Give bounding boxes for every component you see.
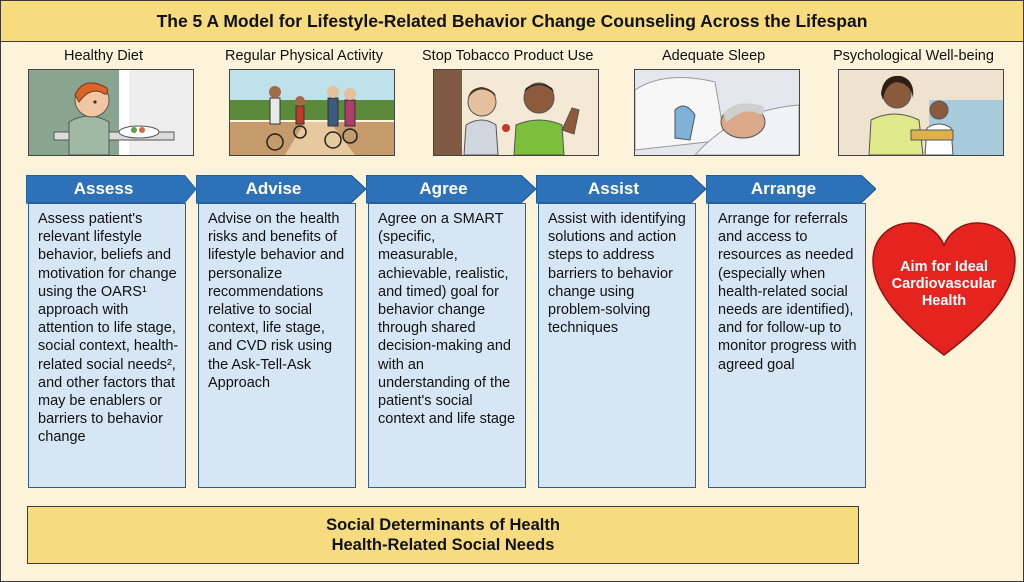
topic-label-physical-activity: Regular Physical Activity (225, 48, 383, 64)
step-card-advise (196, 175, 366, 490)
step-card-arrange (706, 175, 876, 490)
social-line2: Health-Related Social Needs (331, 536, 555, 554)
social-determinants-banner (27, 506, 859, 564)
step-body-agree: Agree on a SMART (specific, measurable, achievable, realistic, and timed) goal for behavior change through shared decision-making and with an understanding of the patient's social context and life stage (368, 203, 526, 488)
step-title-advise: Advise (245, 179, 302, 198)
step-body-assess: Assess patient's relevant lifestyle behavior, beliefs and motivation for change using the OARS¹ approach with attention to life stage, social context, health-related social needs², and other factors that may be enablers or barriers to behavior change (28, 203, 186, 488)
child-eating-icon (28, 69, 194, 156)
refusing-cigarette-icon (433, 69, 599, 156)
step-body-advise: Advise on the health risks and benefits of lifestyle behavior and personalize recommendations relative to social context, life stage, and CVD risk using the Ask-Tell-Ask Approach (198, 203, 356, 488)
step-body-assist: Assist with identifying solutions and action steps to address barriers to behavior change using problem-solving techniques (538, 203, 696, 488)
heart-label-line1: Aim for Ideal (900, 259, 988, 275)
topic-label-tobacco: Stop Tobacco Product Use (422, 48, 594, 64)
heart-label-line3: Health (921, 293, 967, 309)
step-title-assess: Assess (73, 179, 134, 198)
family-cycling-icon (229, 69, 395, 156)
step-body-arrange: Arrange for referrals and access to resources as needed (especially when health-related social needs are identified), and for follow-up to monitor progress with agreed goal (708, 203, 866, 488)
step-card-assess (26, 175, 196, 490)
step-card-assist (536, 175, 706, 490)
topic-label-healthy-diet: Healthy Diet (64, 48, 143, 64)
heart-label (869, 259, 1019, 310)
social-line1: Social Determinants of Health (326, 516, 560, 534)
sleeping-person-icon (634, 69, 800, 156)
step-title-assist: Assist (587, 179, 640, 198)
step-card-agree (366, 175, 536, 490)
diagram-title: The 5 A Model for Lifestyle-Related Behavior Change Counseling Across the Lifespan (1, 1, 1023, 42)
topic-label-sleep: Adequate Sleep (662, 48, 766, 64)
topic-label-wellbeing: Psychological Well-being (833, 48, 994, 64)
step-title-agree: Agree (419, 179, 468, 198)
step-title-arrange: Arrange (750, 179, 817, 198)
heart-label-line2: Cardiovascular (891, 276, 997, 292)
mother-child-icon (838, 69, 1004, 156)
